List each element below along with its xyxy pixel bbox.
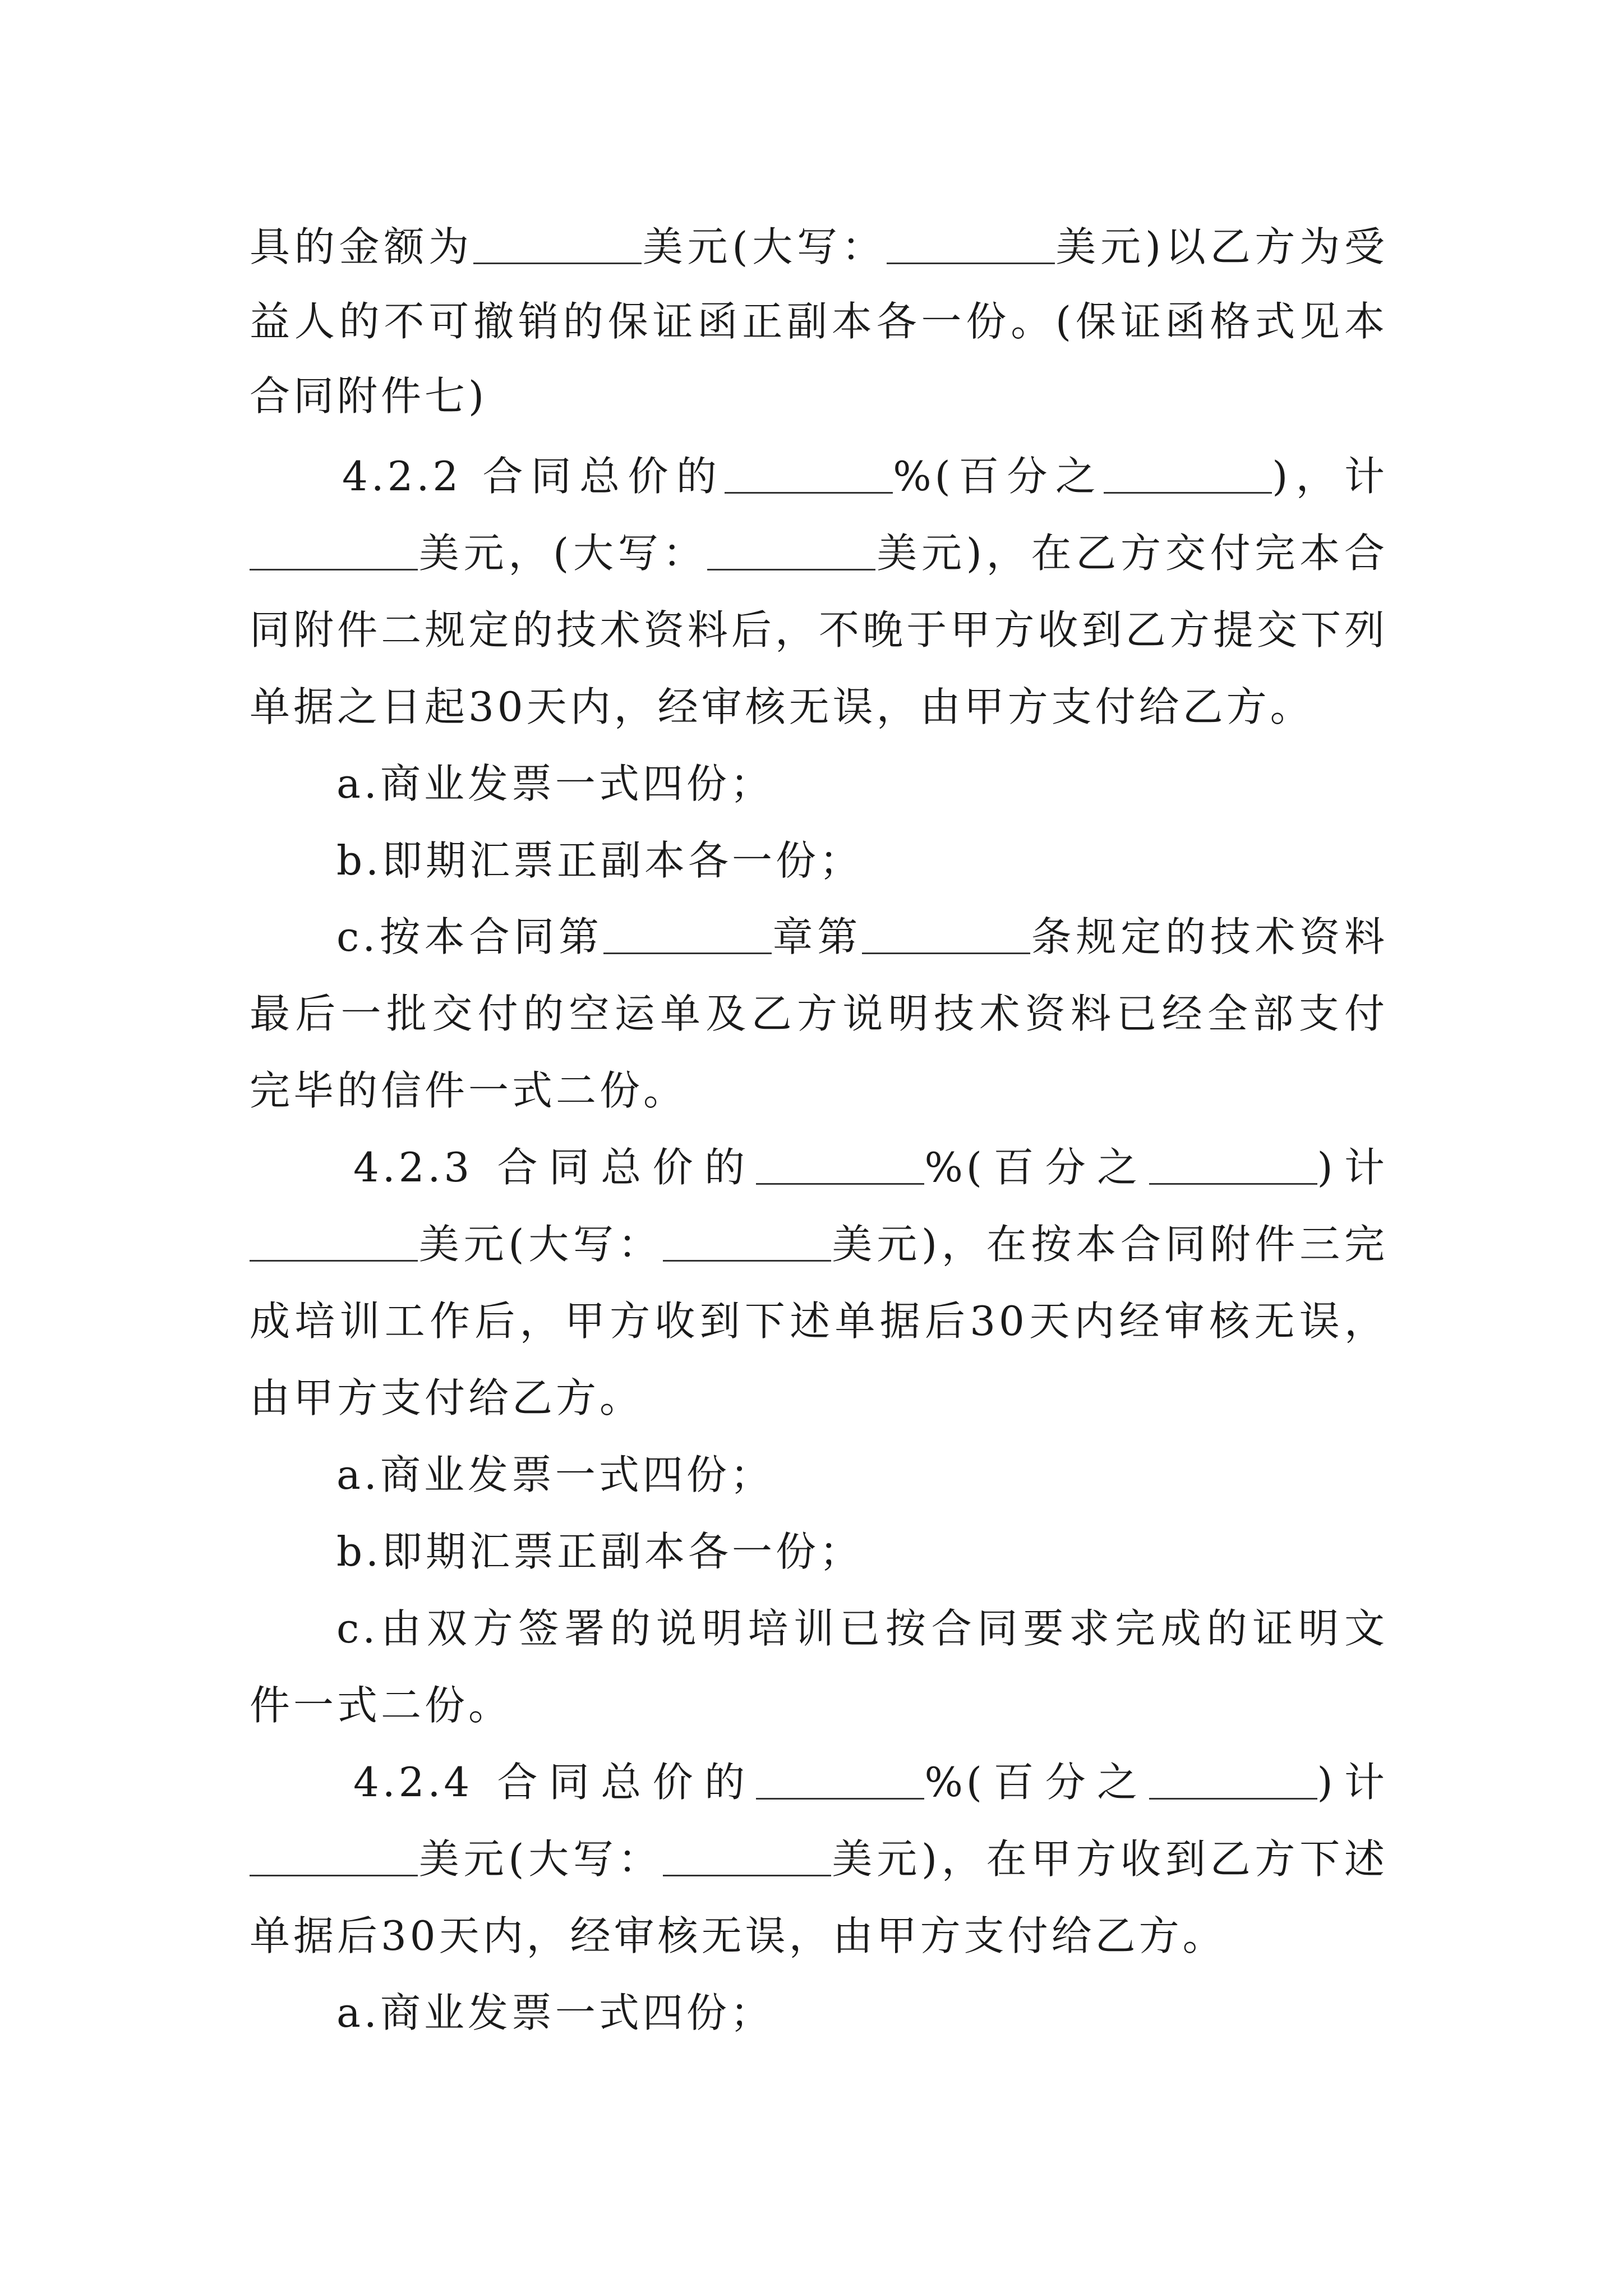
fill-blank xyxy=(707,535,875,570)
list-item: a.商业发票一式四份； xyxy=(336,760,774,807)
list-item: b.即期汇票正副本各一份； xyxy=(336,1528,863,1575)
text-line: 合同附件七) xyxy=(250,372,488,420)
text-run: 美元)以乙方为受 xyxy=(1054,223,1388,270)
fill-blank xyxy=(473,229,642,264)
text-run: %(百分之 xyxy=(924,1759,1149,1806)
text-run: 4.2.2 合同总价的 xyxy=(342,453,725,500)
fill-blank xyxy=(603,919,772,954)
fill-blank xyxy=(725,458,893,494)
text-run: 美元)，在乙方交付完本合 xyxy=(875,530,1388,577)
text-line xyxy=(250,1205,1388,1283)
text-run: 美元(大写： xyxy=(641,223,887,270)
text-run: 美元(大写： xyxy=(418,1221,663,1268)
text-line xyxy=(250,1820,1388,1898)
text-run: )计 xyxy=(1317,1759,1388,1806)
fill-blank xyxy=(663,1841,831,1876)
fill-blank xyxy=(250,1226,418,1262)
fill-blank xyxy=(663,1226,831,1262)
list-item: b.即期汇票正副本各一份； xyxy=(336,837,863,884)
fill-blank xyxy=(250,1841,418,1876)
text-line: 单据之日起30天内，经审核无误，由甲方支付给乙方。 xyxy=(250,683,1314,730)
list-item: c.由双方签署的说明培训已按合同要求完成的证明文 xyxy=(336,1605,1388,1652)
text-run: 章第 xyxy=(771,913,862,960)
list-item xyxy=(336,898,1388,976)
text-run: 美元，(大写： xyxy=(418,530,708,577)
text-run: 美元)，在甲方收到乙方下述 xyxy=(831,1835,1388,1883)
fill-blank xyxy=(250,535,418,570)
fill-blank xyxy=(862,919,1030,954)
fill-blank xyxy=(756,1764,924,1800)
text-run: 美元(大写： xyxy=(418,1835,663,1883)
text-line: 由甲方支付给乙方。 xyxy=(250,1374,644,1421)
clause-4-2-3-heading xyxy=(353,1128,1388,1207)
text-line: 同附件二规定的技术资料后，不晚于甲方收到乙方提交下列 xyxy=(250,606,1388,654)
text-run: c.按本合同第 xyxy=(336,913,603,960)
text-line: 成培训工作后，甲方收到下述单据后30天内经审核无误， xyxy=(250,1297,1388,1345)
clause-4-2-4-heading xyxy=(353,1743,1388,1821)
fill-blank xyxy=(1149,1149,1317,1185)
clause-4-2-2-heading xyxy=(342,437,1388,516)
text-line xyxy=(250,208,1388,286)
fill-blank xyxy=(1149,1764,1317,1800)
list-item: a.商业发票一式四份； xyxy=(336,1451,774,1498)
text-run: 美元)，在按本合同附件三完 xyxy=(831,1221,1388,1268)
text-run: )，计 xyxy=(1272,453,1388,500)
text-run: 具的金额为 xyxy=(250,223,473,270)
text-line: 益人的不可撤销的保证函正副本各一份。(保证函格式见本 xyxy=(250,298,1388,345)
text-line xyxy=(250,514,1388,592)
text-run: 条规定的技术资料 xyxy=(1030,913,1388,960)
list-item: a.商业发票一式四份； xyxy=(336,1989,774,2036)
fill-blank xyxy=(1104,458,1272,494)
text-run: 4.2.3 合同总价的 xyxy=(353,1144,757,1191)
fill-blank xyxy=(887,229,1055,264)
text-line: 单据后30天内，经审核无误，由甲方支付给乙方。 xyxy=(250,1912,1227,1959)
text-line: 完毕的信件一式二份。 xyxy=(250,1067,688,1114)
text-line: 最后一批交付的空运单及乙方说明技术资料已经全部支付 xyxy=(250,990,1388,1037)
text-run: %(百分之 xyxy=(924,1144,1149,1191)
text-run: )计 xyxy=(1317,1144,1388,1191)
text-run: 4.2.4 合同总价的 xyxy=(353,1759,757,1806)
fill-blank xyxy=(756,1149,924,1185)
text-run: %(百分之 xyxy=(893,453,1104,500)
text-line: 件一式二份。 xyxy=(250,1682,513,1729)
